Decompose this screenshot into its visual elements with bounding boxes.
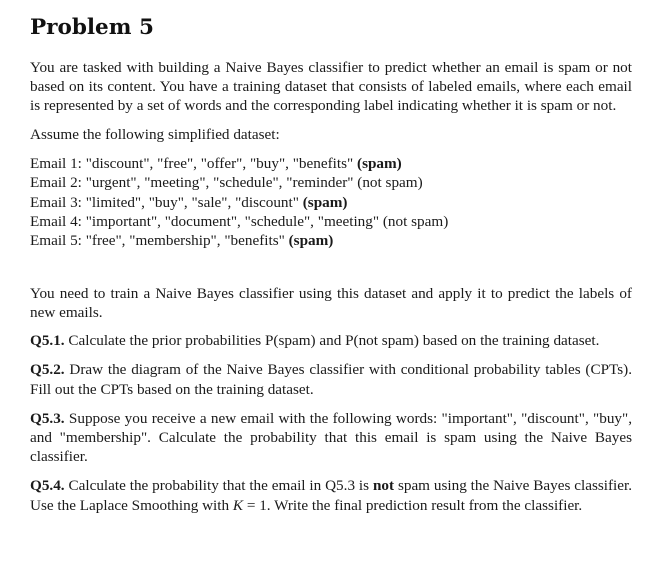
question-5-3 <box>30 409 632 467</box>
question-5-4 <box>30 476 632 514</box>
email-prefix: Email 5: <box>30 232 82 250</box>
email-words: "urgent", "meeting", "schedule", "reminder" <box>85 174 354 192</box>
question-text-c: = 1. Write the final prediction result from the classifier. <box>246 496 583 514</box>
email-label: (spam) <box>302 193 348 211</box>
email-prefix: Email 2: <box>30 174 82 192</box>
email-words: "limited", "buy", "sale", "discount" <box>85 193 299 211</box>
train-paragraph: You need to train a Naive Bayes classifier using this dataset and apply it to predict the labels of new emails. <box>30 284 632 322</box>
question-text: Draw the diagram of the Naive Bayes classifier with conditional probability tables (CPTs). Fill out the CPTs based on the training dataset. <box>30 361 632 398</box>
email-label: (not spam) <box>382 213 449 231</box>
assume-line: Assume the following simplified dataset: <box>30 125 280 143</box>
email-label: (spam) <box>288 232 334 250</box>
dataset-list <box>30 154 632 251</box>
k-symbol: K <box>232 496 244 514</box>
question-5-2 <box>30 360 632 398</box>
email-4 <box>30 212 632 231</box>
email-label: (not spam) <box>357 174 423 192</box>
problem-title: Problem 5 <box>30 15 154 40</box>
question-text-b: spam using the Naive Bayes classifier. Use the Laplace Smoothing with <box>30 477 633 514</box>
intro-paragraph: You are tasked with building a Naive Bayes classifier to predict whether an email is spam or not based on its content. You have a training dataset that consists of labeled emails, where each email is represented by a set of words and the corresponding label indicating whether it is spam or not. <box>30 59 632 115</box>
email-words: "free", "membership", "benefits" <box>85 232 285 250</box>
email-5 <box>30 231 632 250</box>
email-2 <box>30 173 632 192</box>
email-1 <box>30 154 632 173</box>
question-text: Suppose you receive a new email with the following words: "important", "discount", "buy", and "membership". Calculate the probability that this email is spam using the Naive Bayes classifier. <box>30 409 633 466</box>
question-label: Q5.3. <box>30 409 65 427</box>
question-5-1 <box>30 331 632 350</box>
email-words: "discount", "free", "offer", "buy", "benefits" <box>85 154 354 172</box>
email-3 <box>30 193 632 212</box>
email-prefix: Email 4: <box>30 213 82 231</box>
email-prefix: Email 1: <box>30 154 82 172</box>
email-label: (spam) <box>357 154 402 172</box>
question-label: Q5.1. <box>30 332 65 350</box>
email-words: "important", "document", "schedule", "meeting" <box>85 213 380 231</box>
question-text-a: Calculate the probability that the email in Q5.3 is <box>68 477 370 495</box>
question-emphasis: not <box>372 477 395 495</box>
question-text: Calculate the prior probabilities P(spam) and P(not spam) based on the training dataset. <box>68 332 600 350</box>
question-label: Q5.2. <box>30 361 65 379</box>
question-label: Q5.4. <box>30 477 65 495</box>
email-prefix: Email 3: <box>30 193 82 211</box>
